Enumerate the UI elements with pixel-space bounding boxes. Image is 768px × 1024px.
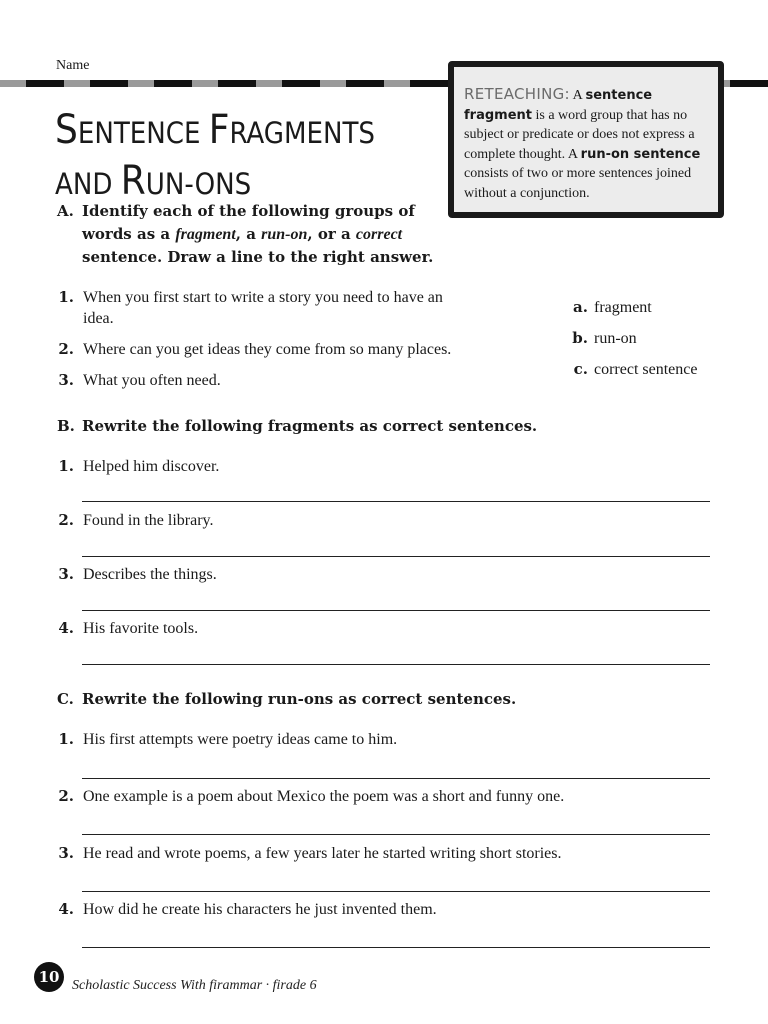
- section-c-item-2: 2. One example is a poem about Mexico the poem was a short and funny one.: [58, 787, 565, 805]
- section-b-item-4: 4. His favorite tools.: [58, 619, 199, 637]
- answer-line-c1[interactable]: [82, 778, 710, 779]
- section-b-heading: B. Rewrite the following fragments as correct sentences.: [57, 417, 538, 435]
- page-title: [55, 106, 375, 208]
- section-c-heading: C. Rewrite the following run-ons as correct sentences.: [57, 690, 517, 708]
- section-c-item-1: 1. His first attempts were poetry ideas came to him.: [58, 730, 398, 748]
- name-label: Name: [56, 58, 90, 73]
- term-sentence-fragment: sentence fragment: [464, 88, 653, 123]
- section-a-item-1: 1. When you first start to write a story you need to have an idea.: [58, 288, 443, 327]
- section-a-heading: A. Identify each of the following groups of words as a fragment, a run-on, or a correct sentence. Draw a line to the right answer.: [57, 202, 434, 266]
- answer-line-c4[interactable]: [82, 947, 710, 948]
- section-c-item-4: 4. How did he create his characters he just invented them.: [58, 900, 437, 918]
- footer-text: Scholastic Success With firammar · firade 6: [72, 978, 317, 993]
- choice-fragment[interactable]: a. fragment: [573, 298, 652, 316]
- section-b-item-3: 3. Describes the things.: [58, 565, 217, 583]
- reteaching-heading: RETEACHING:: [464, 85, 570, 103]
- term-run-on-sentence: run-on sentence: [580, 146, 701, 162]
- title-line-1: SENTENCE FRAGMENTS: [55, 107, 375, 153]
- section-b-item-1: 1. Helped him discover.: [58, 457, 220, 475]
- section-b-item-2: 2. Found in the library.: [58, 511, 214, 529]
- reteaching-box: RETEACHING: A sentence fragment is a word group that has no subject or predicate or does not express a complete thought. A run-on sentence consists of two or more sentences joined without a conjunction.: [448, 61, 724, 218]
- answer-line-b3[interactable]: [82, 610, 710, 611]
- answer-line-b2[interactable]: [82, 556, 710, 557]
- section-a-item-2: 2. Where can you get ideas they come from so many places.: [58, 340, 452, 358]
- section-c-item-3: 3. He read and wrote poems, a few years later he started writing short stories.: [58, 844, 562, 862]
- page-number-badge: 10: [34, 962, 64, 992]
- answer-line-c2[interactable]: [82, 834, 710, 835]
- choice-run-on[interactable]: b. run-on: [572, 329, 637, 347]
- answer-line-b1[interactable]: [82, 501, 710, 502]
- section-a-item-3: 3. What you often need.: [58, 371, 221, 389]
- choice-correct-sentence[interactable]: c. correct sentence: [573, 360, 698, 378]
- title-line-2: AND RUN-ONS: [55, 158, 252, 204]
- answer-line-c3[interactable]: [82, 891, 710, 892]
- answer-line-b4[interactable]: [82, 664, 710, 665]
